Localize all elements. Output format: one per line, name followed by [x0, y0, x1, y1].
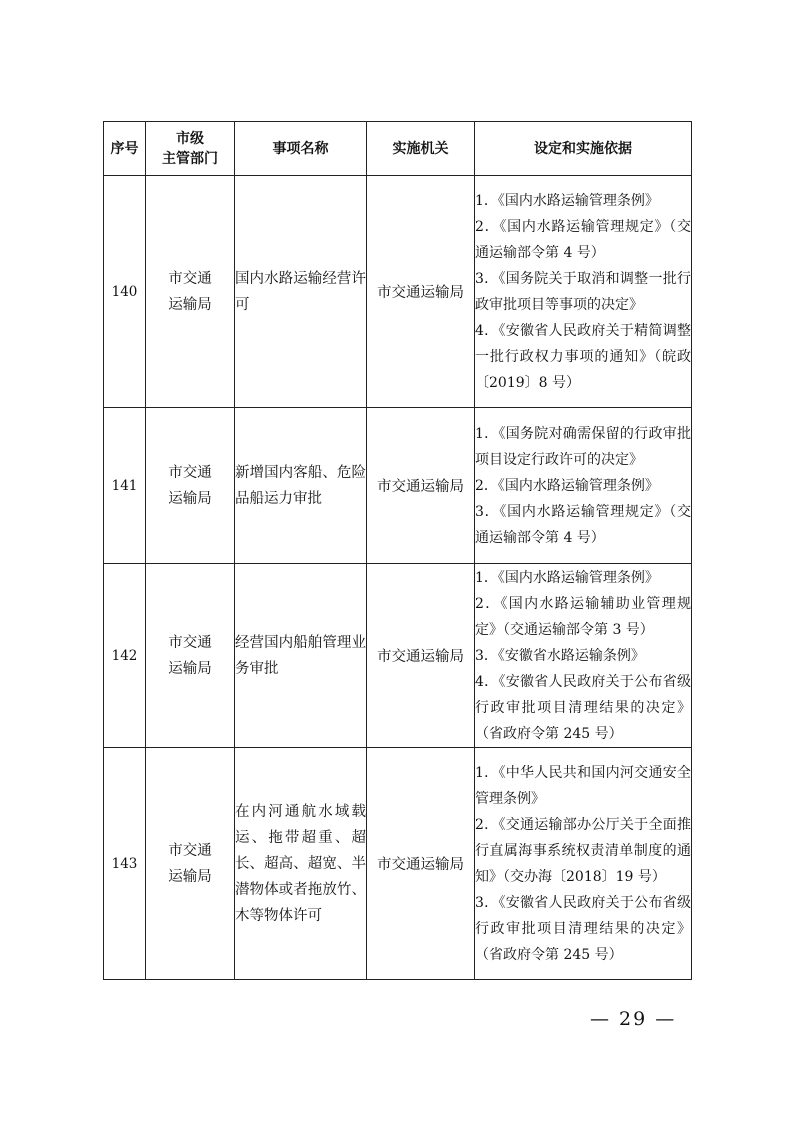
basis-item: 3．《国内水路运输管理规定》（交通运输部令第 4 号）	[475, 503, 691, 546]
basis-item: 4．《安徽省人民政府关于精简调整一批行政权力事项的通知》（皖政〔2019〕8 号）	[475, 322, 691, 391]
row-dept	[146, 408, 235, 564]
basis-item: 2．《国内水路运输管理条例》	[475, 477, 659, 494]
table-row	[104, 564, 692, 748]
header-org: 实施机关	[367, 122, 475, 176]
basis-item: 3．《国务院关于取消和调整一批行政审批项目等事项的决定》	[475, 270, 691, 313]
basis-item: 1．《中华人民共和国内河交通安全管理条例》	[475, 764, 691, 807]
header-name: 事项名称	[235, 122, 367, 176]
row-dept-line2: 运输局	[168, 660, 212, 677]
row-item-name: 在内河通航水域载运、拖带超重、超长、超高、超宽、半潜物体或者拖放竹、木等物体许可	[235, 748, 367, 980]
row-basis	[475, 176, 692, 408]
row-item-name: 新增国内客船、危险品船运力审批	[235, 408, 367, 564]
basis-item: 3．《安徽省人民政府关于公布省级行政审批项目清理结果的决定》（省政府令第 245 号）	[475, 894, 691, 963]
row-dept-line1: 市交通	[168, 842, 212, 859]
row-dept	[146, 564, 235, 748]
row-dept-line2: 运输局	[168, 490, 212, 507]
basis-item: 1．《国务院对确需保留的行政审批项目设定行政许可的决定》	[475, 425, 691, 468]
row-dept-line1: 市交通	[168, 634, 212, 651]
row-dept-line2: 运输局	[168, 296, 212, 313]
header-index: 序号	[104, 122, 146, 176]
row-basis	[475, 408, 692, 564]
header-dept-line1: 市级	[176, 130, 204, 147]
row-index: 140	[104, 176, 146, 408]
row-org: 市交通运输局	[367, 408, 475, 564]
row-item-name: 经营国内船舶管理业务审批	[235, 564, 367, 748]
row-dept	[146, 748, 235, 980]
row-dept	[146, 176, 235, 408]
table-row	[104, 408, 692, 564]
row-index: 142	[104, 564, 146, 748]
row-basis	[475, 748, 692, 980]
header-dept-line2: 主管部门	[162, 150, 218, 167]
header-dept	[146, 122, 235, 176]
row-dept-line1: 市交通	[168, 270, 212, 287]
basis-item: 1．《国内水路运输管理条例》	[475, 192, 659, 209]
row-basis	[475, 564, 692, 748]
basis-item: 4．《安徽省人民政府关于公布省级行政审批项目清理结果的决定》（省政府令第 245 号）	[475, 673, 691, 742]
permission-table	[103, 121, 692, 980]
table-row	[104, 748, 692, 980]
row-index: 141	[104, 408, 146, 564]
row-index: 143	[104, 748, 146, 980]
basis-item: 2．《交通运输部办公厅关于全面推行直属海事系统权责清单制度的通知》（交办海〔2018〕19 号）	[475, 816, 691, 885]
row-org: 市交通运输局	[367, 176, 475, 408]
basis-item: 2．《国内水路运输管理规定》（交通运输部令第 4 号）	[475, 218, 691, 261]
basis-item: 2．《国内水路运输辅助业管理规定》（交通运输部令第 3 号）	[475, 595, 691, 638]
row-org: 市交通运输局	[367, 748, 475, 980]
header-basis: 设定和实施依据	[475, 122, 692, 176]
row-org: 市交通运输局	[367, 564, 475, 748]
basis-item: 3．《安徽省水路运输条例》	[475, 647, 645, 664]
row-dept-line1: 市交通	[168, 464, 212, 481]
row-item-name: 国内水路运输经营许可	[235, 176, 367, 408]
table-row	[104, 176, 692, 408]
table-header-row	[104, 122, 692, 176]
row-dept-line2: 运输局	[168, 868, 212, 885]
basis-item: 1．《国内水路运输管理条例》	[475, 569, 659, 586]
page-number: — 29 —	[590, 1008, 677, 1030]
